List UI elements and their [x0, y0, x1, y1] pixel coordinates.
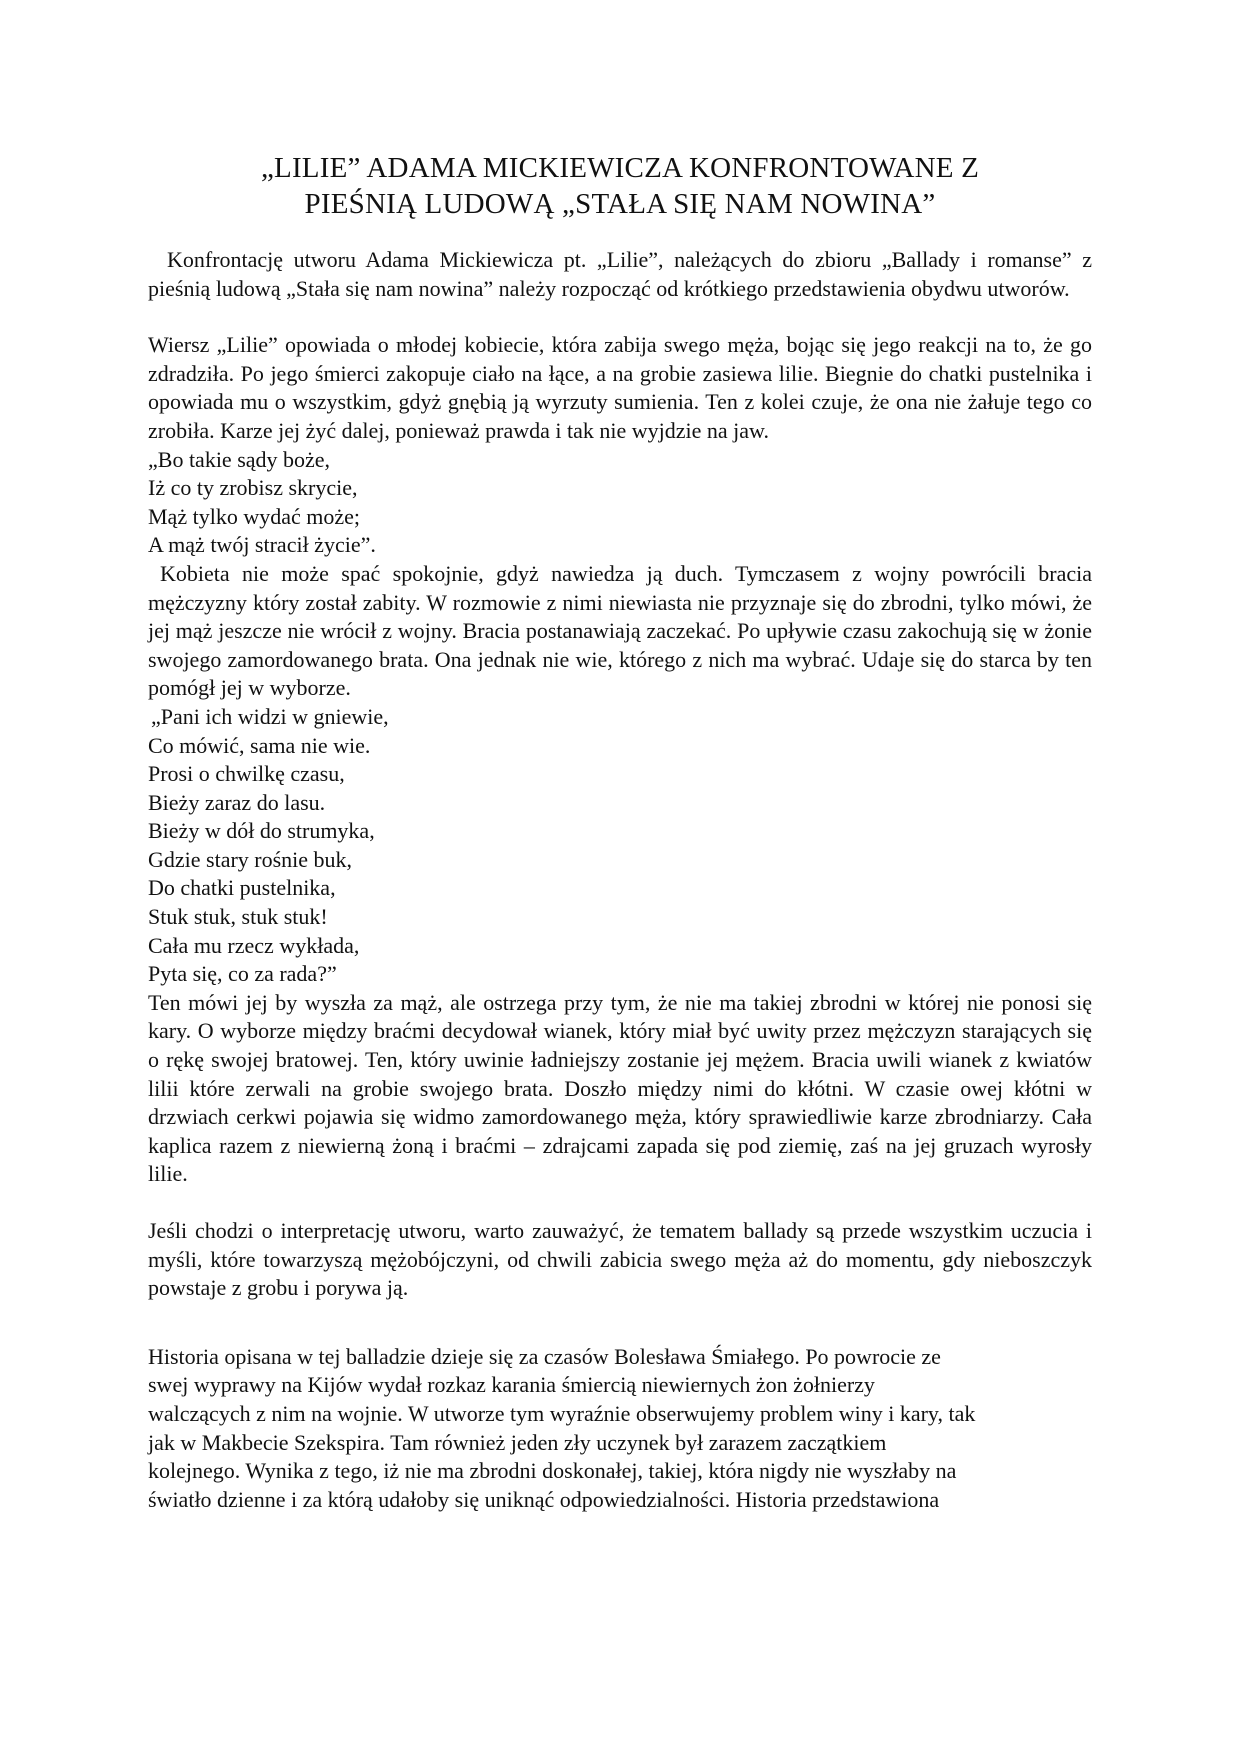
history-line: Historia opisana w tej balladzie dzieje się za czasów Bolesława Śmiałego. Po powrocie ze	[148, 1343, 941, 1369]
verse-line: „Bo takie sądy boże,	[148, 446, 331, 472]
document-page	[148, 150, 1092, 1514]
history-line: walczących z nim na wojnie. W utworze tym wyraźnie obserwujemy problem winy i kary, tak	[148, 1400, 976, 1426]
verse-quote-2	[148, 703, 1092, 989]
verse-line: Co mówić, sama nie wie.	[148, 732, 371, 758]
summary-paragraph-2: Kobieta nie może spać spokojnie, gdyż nawiedza ją duch. Tymczasem z wojny powrócili bracia mężczyzny który został zabity. W rozmowie z nimi niewiasta nie przyznaje się do zbrodni, tylko mówi, że jej mąż jeszcze nie wrócił z wojny. Bracia postanawiają zaczekać. Po upływie czasu zakochują się w żonie swojego zamordowanego brata. Ona jednak nie wie, którego z nich ma wybrać. Udaje się do starca by ten pomógł jej w wyborze.	[148, 560, 1092, 701]
history-line: swej wyprawy na Kijów wydał rozkaz karania śmiercią niewiernych żon żołnierzy	[148, 1372, 875, 1398]
verse-line: Do chatki pustelnika,	[148, 875, 336, 901]
title-line-2: PIEŚNIĄ LUDOWĄ „STAŁA SIĘ NAM NOWINA”	[304, 188, 936, 220]
document-title	[148, 150, 1092, 222]
verse-line: Iż co ty zrobisz skrycie,	[148, 475, 358, 501]
verse-line: Gdzie stary rośnie buk,	[148, 846, 353, 872]
verse-line: Prosi o chwilkę czasu,	[148, 761, 345, 787]
interpretation-paragraph: Jeśli chodzi o interpretację utworu, warto zauważyć, że tematem ballady są przede wszystkim uczucia i myśli, które towarzyszą mężobójczyni, od chwili zabicia swego męża aż do momentu, gdy nieboszczyk powstaje z grobu i porywa ją.	[148, 1218, 1092, 1301]
verse-line: Cała mu rzecz wykłada,	[148, 932, 360, 958]
summary-paragraph-3: Ten mówi jej by wyszła za mąż, ale ostrzega przy tym, że nie ma takiej zbrodni w której nie ponosi się kary. O wyborze między braćmi decydował wianek, który miał być uwity przez mężczyzn starających się o rękę swojej bratowej. Ten, który uwinie ładniejszy zostanie jej mężem. Bracia uwili wianek z kwiatów lilii które zerwali na grobie swojego brata. Doszło między nimi do kłótni. W czasie owej kłótni w drzwiach cerkwi pojawia się widmo zamordowanego męża, który sprawiedliwie karze zbrodniarzy. Cała kaplica razem z niewierną żoną i braćmi – zdrajcami zapada się pod ziemię, zaś na jej gruzach wyrosły lilie.	[148, 989, 1092, 1187]
verse-line: A mąż twój stracił życie”.	[148, 532, 376, 558]
history-line: kolejnego. Wynika z tego, iż nie ma zbrodni doskonałej, takiej, która nigdy nie wyszłaby na	[148, 1458, 957, 1484]
verse-quote-1	[148, 446, 1092, 560]
verse-line: „Pani ich widzi w gniewie,	[151, 703, 389, 729]
verse-line: Pyta się, co za rada?”	[148, 961, 337, 987]
verse-line: Stuk stuk, stuk stuk!	[148, 904, 328, 930]
verse-line: Mąż tylko wydać może;	[148, 503, 360, 529]
history-paragraph	[148, 1343, 1092, 1515]
verse-line: Bieży w dół do strumyka,	[148, 818, 375, 844]
history-line: światło dzienne i za którą udałoby się uniknąć odpowiedzialności. Historia przedstawiona	[148, 1486, 940, 1512]
history-line: jak w Makbecie Szekspira. Tam również jeden zły uczynek był zarazem zaczątkiem	[148, 1429, 887, 1455]
title-line-1: „LILIE” ADAMA MICKIEWICZA KONFRONTOWANE Z	[260, 152, 980, 184]
intro-paragraph: Konfrontację utworu Adama Mickiewicza pt. „Lilie”, należących do zbioru „Ballady i romanse” z pieśnią ludową „Stała się nam nowina” należy rozpocząć od krótkiego przedstawienia obydwu utworów.	[148, 247, 1092, 301]
verse-line: Bieży zaraz do lasu.	[148, 789, 326, 815]
summary-paragraph-1: Wiersz „Lilie” opowiada o młodej kobiecie, która zabija swego męża, bojąc się jego reakcji na to, że go zdradziła. Po jego śmierci zakopuje ciało na łące, a na grobie zasiewa lilie. Biegnie do chatki pustelnika i opowiada mu o wszystkim, gdyż gnębią ją wyrzuty sumienia. Ten z kolei czuje, że ona nie żałuje tego co zrobiła. Karze jej żyć dalej, ponieważ prawda i tak nie wyjdzie na jaw.	[148, 332, 1092, 443]
